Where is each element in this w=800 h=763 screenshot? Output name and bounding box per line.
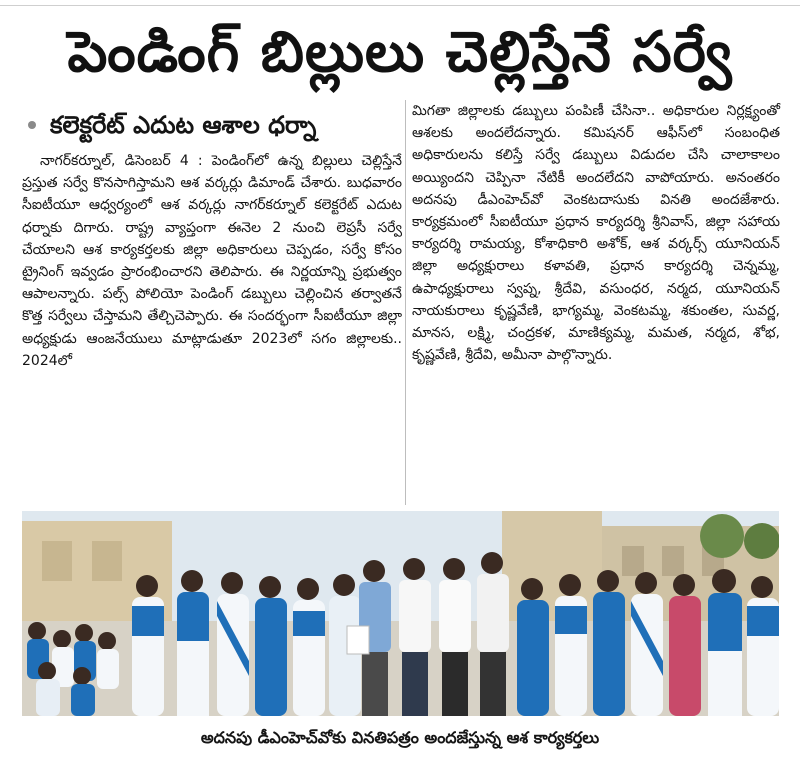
column-divider xyxy=(405,100,406,505)
photo-caption: అదనపు డీఎంహెచ్‌వోకు వినతిపత్రం అందజేస్తున్న ఆశ కార్యకర్తలు xyxy=(200,728,600,747)
top-rule xyxy=(0,5,800,6)
article-body-right: మిగతా జిల్లాలకు డబ్బులు పంపిణీ చేసినా.. అధికారుల నిర్లక్ష్యంతో ఆశలకు అందలేదన్నారు. కమిషనర్ ఆఫీస్‌లో సంబంధిత అధికారులను కలిస్తే సర్వే డబ్బులు విడుదల చేసి చాలాకాలం అయ్యిందని చెప్పినా నేటికీ అందలేదని వాపోయారు. అనంతరం అదనపు డీఎంహెచ్‌వో వెంకటదాసుకు వినతి అందజేశారు. కార్యక్రమంలో సీఐటీయూ ప్రధాన కార్యదర్శి శ్రీనివాస్, జిల్లా సహాయ కార్యదర్శి రామయ్య, కోశాధికారి అశోక్, ఆశ వర్కర్స్ యూనియన్ జిల్లా అధ్యక్షురాలు కళావతి, ప్రధాన కార్యదర్శి చెన్నమ్మ, ఉపాధ్యక్షురాలు స్వప్న, శ్రీదేవి, వసుంధర, నర్మద, యూనియన్ నాయకురాలు కృష్ణవేణి, భాగ్యమ్మ, వెంకటమ్మ, శకుంతల, సువర్ణ, మానస, లక్ష్మి, చంద్రకళ, మాణిక్యమ్మ, మమత, నర్మద, శోభ, కృష్ణవేణి, శ్రీదేవి, అమీనా పాల్గొన్నారు. xyxy=(412,103,780,364)
article-body-left: నాగర్‌కర్నూల్, డిసెంబర్ 4 : పెండింగ్‌లో ఉన్న బిల్లులు చెల్లిస్తేనే ప్రస్తుత సర్వే కొనసాగిస్తామని ఆశ వర్కర్లు డిమాండ్ చేశారు. బుధవారం సీఐటీయూ ఆధ్వర్యంలో ఆశ వర్కర్లు నాగర్‌కర్నూల్ కలెక్టరేట్ ఎదుట ధర్నాకు దిగారు. రాష్ట్ర వ్యాప్తంగా ఈనెల 2 నుంచి లెప్రసీ సర్వే చేయాలని ఆశ కార్యకర్తలకు జిల్లా అధికారులు చెప్పడం, సర్వే కోసం ట్రైనింగ్ ఇవ్వడం ప్రారంభించారని తెలిపారు. ఈ నిర్ణయాన్ని ప్రభుత్వం ఆపాలన్నారు. పల్స్ పోలియో పెండింగ్ డబ్బులు చెల్లించిన తర్వాతనే కొత్త సర్వేలు చేస్తామని తేల్చిచెప్పారు. ఈ సందర్భంగా సీఐటీయూ జిల్లా అధ్యక్షుడు ఆంజనేయులు మాట్లాడుతూ 2023లో సగం జిల్లాలకు.. 2024లో xyxy=(22,153,402,369)
bullet-icon xyxy=(28,121,36,129)
article-left-column xyxy=(22,100,402,372)
headline: పెండింగ్ బిల్లులు చెల్లిస్తేనే సర్వే xyxy=(67,20,733,85)
tree xyxy=(700,514,744,558)
memorandum-paper xyxy=(347,626,369,654)
subheadline-row xyxy=(28,100,402,150)
article-right-column xyxy=(412,100,780,366)
news-photo xyxy=(22,511,779,716)
photo-illustration xyxy=(22,511,779,716)
subheadline: కలెక్టరేట్ ఎదుట ఆశాల ధర్నా xyxy=(50,110,317,139)
